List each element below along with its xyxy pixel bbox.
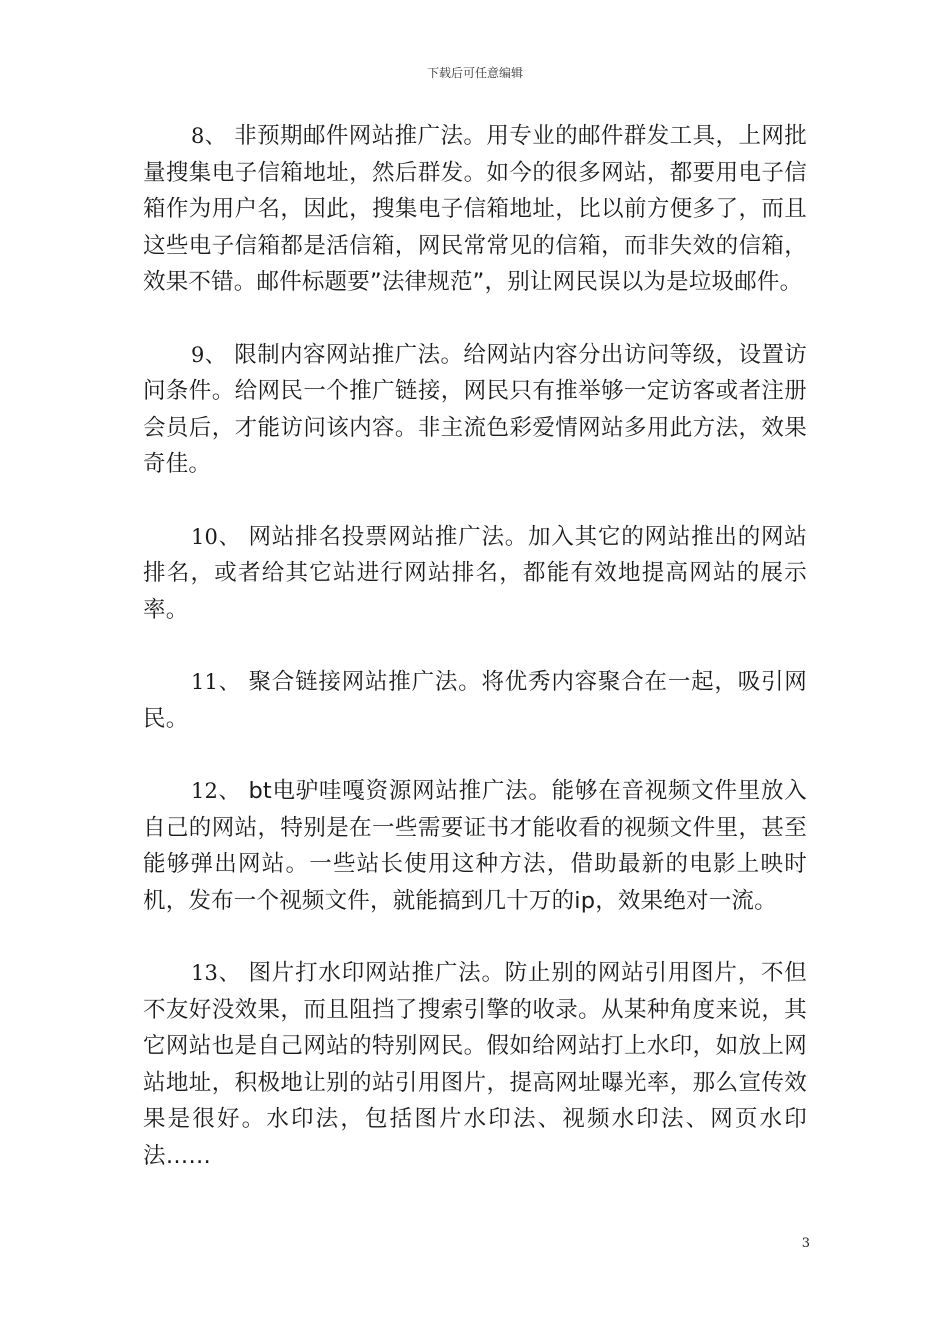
document-body (143, 118, 807, 1210)
paragraph-10 (143, 519, 807, 629)
page-number: 3 (801, 1236, 810, 1251)
paragraph-13 (143, 955, 807, 1174)
paragraph-number: 10、 (191, 524, 241, 549)
paragraph-text: 限制内容网站推广法。给网站内容分出访问等级，设置访问条件。给网民一个推广链接，网民只有推举够一定访客或者注册会员后，才能访问该内容。非主流色彩爱情网站多用此方法，效果奇佳。 (143, 341, 807, 477)
paragraph-11 (143, 664, 807, 737)
paragraph-12 (143, 773, 807, 919)
paragraph-text: bt电驴哇嘎资源网站推广法。能够在音视频文件里放入自己的网站，特别是在一些需要证书才能收看的视频文件里，甚至能够弹出网站。一些站长使用这种方法，借助最新的电影上映时机，发布一个视频文件，就能搞到几十万的ip，效果绝对一流。 (143, 778, 807, 914)
paragraph-number: 8、 (191, 124, 227, 148)
paragraph-number: 12、 (191, 779, 241, 803)
paragraph-text: 非预期邮件网站推广法。用专业的邮件群发工具，上网批量搜集电子信箱地址，然后群发。如今的很多网站，都要用电子信箱作为用户名，因此，搜集电子信箱地址，比以前方便多了，而且这些电子信箱都是活信箱，网民常常见的信箱，而非失效的信箱，效果不错。邮件标题要”法律规范”，别让网民误以为是垃圾邮件。 (143, 123, 807, 295)
paragraph-text: 聚合链接网站推广法。将优秀内容聚合在一起，吸引网民。 (143, 669, 807, 732)
paragraph-8 (143, 118, 807, 301)
paragraph-text: 图片打水印网站推广法。防止别的网站引用图片，不但不友好没效果，而且阻挡了搜索引擎的收录。从某种角度来说，其它网站也是自己网站的特别网民。假如给网站打上水印，如放上网站地址，积极地让别的站引用图片，提高网址曝光率，那么宣传效果是很好。水印法，包括图片水印法、视频水印法、网页水印法…… (143, 960, 807, 1169)
paragraph-9 (143, 337, 807, 483)
paragraph-text: 网站排名投票网站推广法。加入其它的网站推出的网站排名，或者给其它站进行网站排名，都能有效地提高网站的展示率。 (143, 523, 807, 623)
header-note: 下载后可任意编辑 (426, 66, 523, 80)
paragraph-number: 9、 (191, 342, 227, 367)
paragraph-number: 11、 (191, 670, 241, 694)
paragraph-number: 13、 (191, 961, 241, 985)
